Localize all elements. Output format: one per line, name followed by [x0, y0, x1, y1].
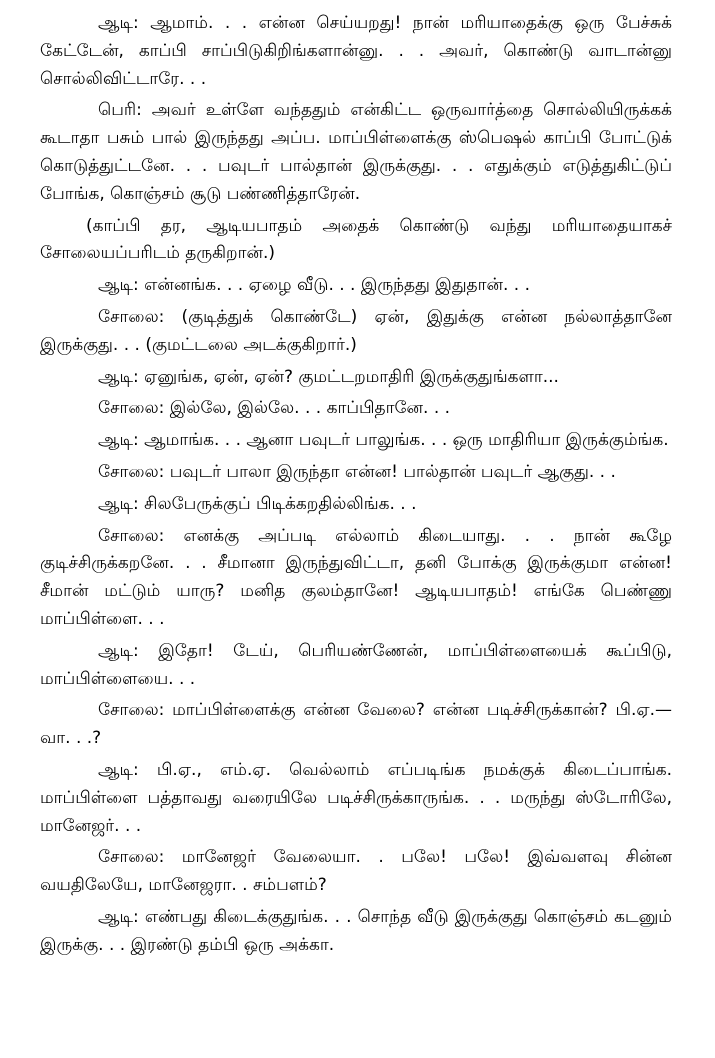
dialogue-text: ஏனுங்க, ஏன், ஏன்? குமட்டறமாதிரி இருக்குதுங்களா... — [138, 366, 559, 387]
dialogue-text: எண்பது கிடைக்குதுங்க. . . சொந்த வீடு இருக்குது கொஞ்சம் கடனும் இருக்கு. . . இரண்டு தம்பி ஒரு அக்கா. — [40, 906, 672, 955]
dialogue-paragraph — [40, 491, 672, 519]
dialogue-text: அவர் உள்ளே வந்ததும் என்கிட்ட ஒருவார்த்தை சொல்லியிருக்கக் கூடாதா பசும் பால் இருந்தது அப்ப. மாப்பிள்ளைக்கு ஸ்பெஷல் காப்பி போட்டுக் கொடுத்துட்டனே. . . பவுடர் பால்தான் இருக்குது. . . எதுக்கும் எடுத்துகிட்டுப் போங்க, கொஞ்சம் சூடு பண்ணித்தாரேன். — [40, 100, 672, 204]
speaker-name: சோலை: — [98, 306, 165, 327]
speaker-name: ஆடி: — [98, 493, 139, 514]
speaker-name: சோலை: — [98, 847, 165, 868]
speaker-name: சோலை: — [98, 700, 165, 721]
dialogue-text: எனக்கு அப்படி எல்லாம் கிடையாது. . . நான் கூழே குடிச்சிருக்கறனே. . . சீமானா இருந்துவிட்டா, தனி போக்கு இருக்குமா என்ன! சீமான் மட்டும் யாரு? மனித குலம்தானே! ஆடியபாதம்! எங்கே பெண்ணு மாப்பிள்ளை. . . — [40, 525, 672, 629]
speaker-name: ஆடி: — [98, 275, 139, 296]
speaker-name: சோலை: — [98, 525, 165, 546]
dialogue-paragraph — [40, 364, 672, 392]
dialogue-text: ஆமாங்க. . . ஆனா பவுடர் பாலுங்க. . . ஒரு மாதிரியா இருக்கும்ங்க. — [138, 430, 669, 451]
dialogue-paragraph — [40, 844, 672, 900]
dialogue-paragraph — [40, 395, 672, 423]
dialogue-text: இல்லே, இல்லே. . . காப்பிதானே. . . — [164, 398, 451, 419]
dialogue-paragraph — [40, 10, 672, 93]
speaker-name: சோலை: — [98, 398, 165, 419]
speaker-name: ஆடி: — [98, 640, 139, 661]
dialogue-paragraph — [40, 904, 672, 960]
dialogue-text: சிலபேருக்குப் பிடிக்கறதில்லிங்க. . . — [138, 493, 417, 514]
speaker-name: ஆடி: — [98, 366, 139, 387]
dialogue-text: பவுடர் பாலா இருந்தா என்ன! பால்தான் பவுடர் ஆகுது. . . — [164, 461, 616, 482]
stage-direction-text: (காப்பி தர, ஆடியபாதம் அதைக் கொண்டு வந்து மரியாதையாகச் சோலையப்பரிடம் தருகிறான்.) — [40, 215, 672, 264]
speaker-name: ஆடி: — [98, 430, 139, 451]
dialogue-paragraph — [40, 304, 672, 360]
speaker-name: பெரி: — [98, 100, 142, 121]
dialogue-paragraph — [40, 638, 672, 694]
dialogue-paragraph — [40, 459, 672, 487]
dialogue-paragraph — [40, 427, 672, 455]
dialogue-text: மாப்பிள்ளைக்கு என்ன வேலை? என்ன படிச்சிருக்கான்? பி.ஏ.—வா. . .? — [40, 700, 672, 749]
speaker-name: ஆடி: — [98, 906, 139, 927]
dialogue-text: ஆமாம். . . என்ன செய்யறது! நான் மரியாதைக்கு ஒரு பேச்சுக் கேட்டேன், காப்பி சாப்பிடுகிறிங்களான்னு. . . அவர், கொண்டு வாடான்னு சொல்லிவிட்டாரே. . . — [40, 13, 672, 89]
dialogue-text: மானேஜர் வேலையா. . பலே! பலே! இவ்வளவு சின்ன வயதிலேயே, மானேஜரா. . சம்பளம்? — [40, 847, 672, 896]
dialogue-paragraph — [40, 757, 672, 840]
stage-direction — [40, 213, 672, 269]
document-page — [40, 10, 672, 964]
dialogue-paragraph — [40, 97, 672, 208]
dialogue-text: இதோ! டேய், பெரியண்ணேன், மாப்பிள்ளையைக் கூப்பிடு, மாப்பிள்ளையை. . . — [40, 640, 672, 689]
speaker-name: ஆடி: — [98, 759, 139, 780]
dialogue-paragraph — [40, 523, 672, 634]
dialogue-text: பி.ஏ., எம்.ஏ. வெல்லாம் எப்படிங்க நமக்குக் கிடைப்பாங்க. மாப்பிள்ளை பத்தாவது வரையிலே படிச்சிருக்காருங்க. . . மருந்து ஸ்டோரிலே, மானேஜர். . . — [40, 759, 672, 836]
dialogue-paragraph — [40, 272, 672, 300]
dialogue-text: (குடித்துக் கொண்டே) ஏன், இதுக்கு என்ன நல்லாத்தானே இருக்குது. . . (குமட்டலை அடக்குகிறார்.) — [40, 306, 672, 355]
speaker-name: சோலை: — [98, 461, 165, 482]
dialogue-paragraph — [40, 697, 672, 753]
speaker-name: ஆடி: — [98, 13, 139, 33]
dialogue-text: என்னங்க. . . ஏழை வீடு. . . இருந்தது இதுதான். . . — [138, 275, 531, 296]
